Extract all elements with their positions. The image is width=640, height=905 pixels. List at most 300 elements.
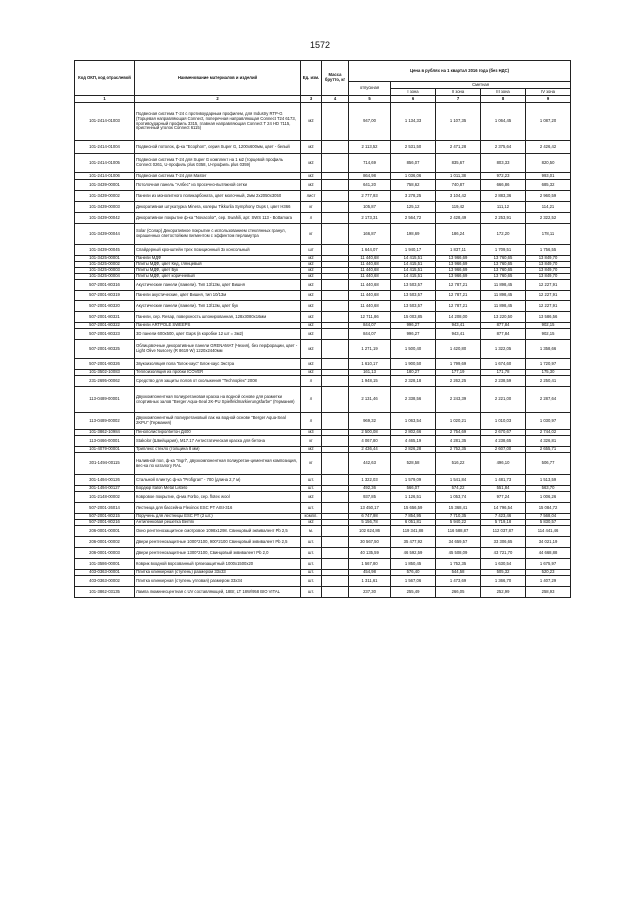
item-code: 101-3425-00001: [75, 256, 135, 262]
zone-2-price: 14 208,00: [436, 312, 481, 323]
zone-1-price: 528,58: [391, 453, 436, 475]
item-code: 206-0001-00003: [75, 548, 135, 559]
item-name: Панели, сер. Resap, поверхность шпонированная, 128х3080х16мм: [135, 312, 301, 323]
zone-1-price: 2 328,18: [391, 376, 436, 387]
table-row: [75, 475, 571, 486]
zone-1-price: 4 465,19: [391, 436, 436, 447]
release-price: 2 500,08: [349, 430, 391, 436]
item-unit: шт.: [301, 503, 322, 514]
zone-3-price: 252,99: [481, 587, 526, 598]
item-name: Звукоизоляция пола "Блок-хаус" Блок-хаус Экстра: [135, 359, 301, 370]
zone-1-price: 1 500,40: [391, 340, 436, 359]
item-unit: шт: [301, 245, 322, 256]
zone-2-price: 1 020,21: [436, 413, 481, 430]
release-price: 2 436,44: [349, 447, 391, 453]
item-unit: шт.: [301, 548, 322, 559]
release-price: 969,32: [349, 413, 391, 430]
item-unit: м2: [301, 340, 322, 359]
zone-2-price: 13 966,69: [436, 256, 481, 262]
header-estimate: Сметная: [391, 82, 571, 89]
zone-3-price: 972,23: [481, 173, 526, 180]
item-unit: м2: [301, 280, 322, 291]
item-name: Облицовочные декоративные панели GRENAMAT (Чехия), без перфорации, цвет - Light Olive Nuscery (R 8619 W) 1220х2440мм: [135, 340, 301, 359]
zone-3-price: 43 721,70: [481, 548, 526, 559]
item-code: 403-0363-00002: [75, 576, 135, 587]
zone-2-price: 2 262,25: [436, 376, 481, 387]
zone-3-price: 877,84: [481, 329, 526, 340]
item-unit: шт.: [301, 570, 322, 576]
zone-2-price: 943,41: [436, 323, 481, 329]
zone-1-price: 1 900,50: [391, 359, 436, 370]
release-price: 1 271,19: [349, 340, 391, 359]
item-code: 507-2001-80316: [75, 280, 135, 291]
item-unit: м2: [301, 370, 322, 376]
zone-3-price: 496,10: [481, 453, 526, 475]
zone-2-price: 266,05: [436, 587, 481, 598]
zone-2-price: 835,67: [436, 154, 481, 173]
release-price: 1 322,03: [349, 475, 391, 486]
item-code: 206-0001-00002: [75, 537, 135, 548]
item-name: Коврик входной ворсованный грязезащитный 1000х1500х20: [135, 559, 301, 570]
zone-1-price: 14 415,51: [391, 274, 436, 280]
item-name: Подвесная система Т-24 для Master: [135, 173, 301, 180]
release-price: 12 711,86: [349, 312, 391, 323]
zone-4-price: 13 849,70: [526, 256, 571, 262]
zone-1-price: 2 531,50: [391, 141, 436, 154]
zone-2-price: 1 837,11: [436, 245, 481, 256]
item-name: Наливной пол, ф-ка "Ingri", двухкомпонентная полиуретан-цементная композиция, вес-ка по каталогу RAL: [135, 453, 301, 475]
zone-4-price: 13 849,70: [526, 262, 571, 268]
zone-4-price: 7 568,04: [526, 514, 571, 520]
table-row: [75, 359, 571, 370]
release-price: 947,00: [349, 103, 391, 141]
zone-2-price: 574,22: [436, 486, 481, 492]
zone-3-price: 2 607,00: [481, 447, 526, 453]
header-code: Код ОКП, код отраслевой: [75, 61, 135, 96]
zone-4-price: 902,15: [526, 323, 571, 329]
item-name: Лампа люминесцентная с UV составляющей, 18Вт, LT 18W/958 BIO VITAL: [135, 587, 301, 598]
zone-1-price: 3 278,25: [391, 191, 436, 202]
item-name: Двухкомпонентный полиуретановый лак на водной основе "Berger Aqua-Seal 2KPU" (Германия): [135, 413, 301, 430]
item-mass: [322, 503, 349, 514]
release-price: 2 173,31: [349, 213, 391, 224]
release-price: 6 747,98: [349, 514, 391, 520]
zone-3-price: 11 898,45: [481, 280, 526, 291]
zone-3-price: 803,33: [481, 154, 526, 173]
header-unit: Ед. изм.: [301, 61, 322, 96]
header-name: Наименование материалов и изделий: [135, 61, 301, 96]
item-name: Декоративное покрытие ф-ка "Novacolor", сер. Swahili, арт. SWS 113 - Bottamara: [135, 213, 301, 224]
zone-3-price: 13 760,65: [481, 262, 526, 268]
item-code: 301-1494-00115: [75, 453, 135, 475]
zone-4-price: 1 720,97: [526, 359, 571, 370]
zone-4-price: 4 326,81: [526, 436, 571, 447]
item-mass: [322, 436, 349, 447]
item-mass: [322, 245, 349, 256]
release-price: 11 440,68: [349, 268, 391, 274]
zone-2-price: 1 420,80: [436, 340, 481, 359]
zone-3-price: 551,84: [481, 486, 526, 492]
zone-1-price: 996,27: [391, 323, 436, 329]
header-zone-2: II зона: [436, 89, 481, 96]
item-code: 507-2001-80322: [75, 323, 135, 329]
zone-3-price: 1 674,60: [481, 359, 526, 370]
zone-4-price: 175,30: [526, 370, 571, 376]
zone-1-price: 996,27: [391, 329, 436, 340]
item-code: 113-0489-00002: [75, 413, 135, 430]
item-code: 101-2414-01003: [75, 103, 135, 141]
zone-1-price: 1 063,54: [391, 413, 436, 430]
zone-3-price: 2 238,59: [481, 376, 526, 387]
item-unit: м2: [301, 329, 322, 340]
zone-1-price: 7 854,95: [391, 514, 436, 520]
item-name: Подвесной потолок, ф-ка "Ecophon", серия Super G, 1200х600мм, цвет - белый: [135, 141, 301, 154]
zone-3-price: 505,32: [481, 570, 526, 576]
table-row: [75, 312, 571, 323]
zone-2-price: 177,19: [436, 370, 481, 376]
item-code: 507-2001-80321: [75, 312, 135, 323]
price-table: [74, 60, 571, 598]
item-unit: м2: [301, 323, 322, 329]
item-code: 403-0363-00001: [75, 570, 135, 576]
zone-3-price: 111,12: [481, 202, 526, 213]
item-name: Stakolor (Швейцария), М17.17 Антистатическая краска для бетона: [135, 436, 301, 447]
zone-3-price: 13 760,65: [481, 256, 526, 262]
item-name: Декоративная штукатурка Minera, колеры Tikkurila Symphony Oups I, цвет H366: [135, 202, 301, 213]
release-price: 844,07: [349, 323, 391, 329]
zone-4-price: 13 586,56: [526, 312, 571, 323]
release-price: 1 311,61: [349, 576, 391, 587]
item-name: Акустические панели (ламели). Тип 13/13м, цвет Вишня: [135, 280, 301, 291]
item-code: 101-3862-03135: [75, 587, 135, 598]
zone-3-price: 2 883,36: [481, 191, 526, 202]
item-unit: м2: [301, 520, 322, 526]
zone-2-price: 119,42: [436, 202, 481, 213]
table-row: [75, 576, 571, 587]
release-price: 40 135,59: [349, 548, 391, 559]
item-name: Solar (Солар) Декоративное покрытие с использованием стеклянных гранул, окрашенных светостойким пигментом с эффектом перламутра: [135, 224, 301, 245]
zone-2-price: 516,22: [436, 453, 481, 475]
release-price: 454,98: [349, 570, 391, 576]
zone-3-price: 171,78: [481, 370, 526, 376]
item-unit: л: [301, 376, 322, 387]
item-name: Подвесная система Т-24 с противоударным профилем, для Industry RTP-G (Торцевая направляющая Connect, поперечная направляющая Connect T24 6173, противоударный профиль 3315, главная направляющая Connect T 24 HD 7115, пристенный уголок Connect 6115): [135, 103, 301, 141]
item-name: Акустические панели (ламели). Тип 13/13м, цвет бук: [135, 301, 301, 312]
zone-2-price: 12 787,21: [436, 291, 481, 301]
zone-1-price: 2 564,72: [391, 213, 436, 224]
item-mass: [322, 387, 349, 413]
item-unit: м2: [301, 141, 322, 154]
zone-4-price: 993,01: [526, 173, 571, 180]
zone-3-price: 33 306,65: [481, 537, 526, 548]
zone-3-price: 13 760,65: [481, 274, 526, 280]
zone-4-price: 1 407,29: [526, 576, 571, 587]
item-code: 507-2001-80323: [75, 329, 135, 340]
table-row: [75, 245, 571, 256]
item-code: 101-3439-00001: [75, 180, 135, 191]
zone-1-price: 856,07: [391, 154, 436, 173]
zone-4-price: 13 849,70: [526, 274, 571, 280]
zone-3-price: 1 322,05: [481, 340, 526, 359]
zone-1-price: 35 477,92: [391, 537, 436, 548]
zone-1-price: 180,27: [391, 370, 436, 376]
zone-3-price: 11 898,45: [481, 301, 526, 312]
zone-1-price: 125,12: [391, 202, 436, 213]
column-number: 3: [301, 96, 322, 103]
item-code: 101-3439-00045: [75, 245, 135, 256]
release-price: 11 440,68: [349, 262, 391, 268]
release-price: 864,98: [349, 173, 391, 180]
item-name: Ковровое покрытие, ф-ма Forbo, сер. flotex wool: [135, 492, 301, 503]
zone-4-price: 15 084,72: [526, 503, 571, 514]
item-name: Бордюр Italon Metal Listelo: [135, 486, 301, 492]
zone-2-price: 1 752,35: [436, 559, 481, 570]
release-price: 102 624,86: [349, 526, 391, 537]
item-name: Окно рентгенозащитное смотровое 1098х1298. Свинцовый эквивалент Pb 2,5: [135, 526, 301, 537]
zone-1-price: 255,49: [391, 587, 436, 598]
zone-1-price: 758,62: [391, 180, 436, 191]
zone-4-price: 506,77: [526, 453, 571, 475]
zone-4-price: 114,21: [526, 202, 571, 213]
release-price: 166,87: [349, 224, 391, 245]
zone-1-price: 1 134,33: [391, 103, 436, 141]
header-zone-1: I зона: [391, 89, 436, 96]
zone-2-price: 1 011,38: [436, 173, 481, 180]
zone-1-price: 1 567,06: [391, 576, 436, 587]
zone-1-price: 14 415,51: [391, 256, 436, 262]
item-unit: кг: [301, 202, 322, 213]
release-price: 11 440,68: [349, 274, 391, 280]
zone-3-price: 1 010,03: [481, 413, 526, 430]
zone-4-price: 2 655,71: [526, 447, 571, 453]
zone-1-price: 198,69: [391, 224, 436, 245]
release-price: 13 450,17: [349, 503, 391, 514]
item-name: Антипенковая решетка Berrini: [135, 520, 301, 526]
table-row: [75, 191, 571, 202]
item-mass: [322, 548, 349, 559]
release-price: 4 067,80: [349, 436, 391, 447]
page-number: 1572: [309, 40, 331, 50]
item-mass: [322, 301, 349, 312]
table-row: [75, 280, 571, 291]
table-row: [75, 213, 571, 224]
item-mass: [322, 475, 349, 486]
zone-3-price: 1 709,51: [481, 245, 526, 256]
item-name: Средство для защиты полов от скольжения "Technoplex" 2008: [135, 376, 301, 387]
zone-2-price: 13 966,69: [436, 274, 481, 280]
release-price: 1 610,17: [349, 359, 391, 370]
item-unit: л: [301, 413, 322, 430]
item-mass: [322, 492, 349, 503]
zone-4-price: 1 030,97: [526, 413, 571, 430]
zone-3-price: 2 670,67: [481, 430, 526, 436]
zone-2-price: 740,87: [436, 180, 481, 191]
item-code: 101-3586-00001: [75, 559, 135, 570]
column-number: 5: [349, 96, 391, 103]
zone-2-price: 1 473,69: [436, 576, 481, 587]
item-code: 301-1494-00126: [75, 475, 135, 486]
zone-2-price: 1 107,35: [436, 103, 481, 141]
item-code: 101-3439-00003: [75, 202, 135, 213]
table-row: [75, 329, 571, 340]
item-unit: шт.: [301, 475, 322, 486]
zone-2-price: 186,24: [436, 224, 481, 245]
zone-4-price: 820,50: [526, 154, 571, 173]
item-code: 101-4079-00001: [75, 447, 135, 453]
zone-4-price: 12 227,91: [526, 280, 571, 291]
zone-1-price: 566,07: [391, 486, 436, 492]
table-row: [75, 503, 571, 514]
item-unit: м2: [301, 291, 322, 301]
zone-4-price: 44 668,88: [526, 548, 571, 559]
zone-4-price: 2 250,41: [526, 376, 571, 387]
item-code: 301-1494-00127: [75, 486, 135, 492]
item-unit: шт.: [301, 576, 322, 587]
table-row: [75, 413, 571, 430]
zone-1-price: 119 341,88: [391, 526, 436, 537]
item-name: Плиты МДФ, цвет Кед, глянцевый: [135, 262, 301, 268]
zone-3-price: 112 037,87: [481, 526, 526, 537]
zone-2-price: 2 471,28: [436, 141, 481, 154]
zone-3-price: 2 221,00: [481, 387, 526, 413]
item-mass: [322, 413, 349, 430]
zone-2-price: 3 104,42: [436, 191, 481, 202]
zone-1-price: 576,40: [391, 570, 436, 576]
release-price: 492,36: [349, 486, 391, 492]
zone-4-price: 114 441,46: [526, 526, 571, 537]
item-mass: [322, 559, 349, 570]
item-name: Подвесная система Т-24 для Super G комплект на 1 м2 (торцевой профиль Connect 0261, U-профиль plus 0358, U-профиль plus 0359): [135, 154, 301, 173]
item-code: 113-0466-00001: [75, 436, 135, 447]
item-mass: [322, 329, 349, 340]
zone-3-price: 13 760,65: [481, 268, 526, 274]
item-mass: [322, 453, 349, 475]
item-name: Панели МДФ: [135, 256, 301, 262]
zone-1-price: 1 579,09: [391, 475, 436, 486]
zone-3-price: 1 366,70: [481, 576, 526, 587]
zone-1-price: 1 940,17: [391, 245, 436, 256]
item-unit: компл.: [301, 514, 322, 520]
zone-1-price: 2 338,56: [391, 387, 436, 413]
zone-3-price: 14 796,54: [481, 503, 526, 514]
zone-4-price: 685,32: [526, 180, 571, 191]
zone-1-price: 2 826,28: [391, 447, 436, 453]
item-name: Лестница для бассейна Flexinox ESC PT AISI-316: [135, 503, 301, 514]
zone-2-price: 1 799,69: [436, 359, 481, 370]
item-mass: [322, 537, 349, 548]
release-price: 2 131,46: [349, 387, 391, 413]
release-price: 1 948,15: [349, 376, 391, 387]
item-code: 507-2001-80216: [75, 520, 135, 526]
item-code: 101-3425-00002: [75, 262, 135, 268]
zone-4-price: 1 358,66: [526, 340, 571, 359]
zone-4-price: 2 960,59: [526, 191, 571, 202]
table-row: [75, 376, 571, 387]
item-code: 101-2414-01006: [75, 173, 135, 180]
table-row: [75, 387, 571, 413]
release-price: 11 440,68: [349, 256, 391, 262]
release-price: 5 156,78: [349, 520, 391, 526]
release-price: 937,85: [349, 492, 391, 503]
release-price: 30 567,50: [349, 537, 391, 548]
table-row: [75, 559, 571, 570]
table-row: [75, 587, 571, 598]
item-unit: шт.: [301, 587, 322, 598]
zone-3-price: 5 719,18: [481, 520, 526, 526]
table-row: [75, 173, 571, 180]
zone-2-price: 12 787,21: [436, 301, 481, 312]
zone-1-price: 1 036,06: [391, 173, 436, 180]
item-name: Двери рентгенозащитные 1300*2100, Свинцовый эквивалент Pb 2,0: [135, 548, 301, 559]
zone-2-price: 12 787,21: [436, 280, 481, 291]
item-code: 101-3502-10083: [75, 370, 135, 376]
table-row: [75, 154, 571, 173]
item-unit: кг: [301, 453, 322, 475]
zone-3-price: 4 238,65: [481, 436, 526, 447]
zone-3-price: 11 898,45: [481, 291, 526, 301]
zone-4-price: 2 322,52: [526, 213, 571, 224]
column-number: 8: [481, 96, 526, 103]
column-number-row: [75, 96, 571, 103]
item-mass: [322, 202, 349, 213]
zone-3-price: 13 220,50: [481, 312, 526, 323]
item-mass: [322, 576, 349, 587]
zone-4-price: 258,93: [526, 587, 571, 598]
table-row: [75, 224, 571, 245]
item-code: 507-2001-80319: [75, 291, 135, 301]
zone-4-price: 2 744,02: [526, 430, 571, 436]
table-row: [75, 301, 571, 312]
release-price: 105,87: [349, 202, 391, 213]
zone-3-price: 2 253,91: [481, 213, 526, 224]
item-name: Спайдерный кронштейн трех позиционный 3х консольный: [135, 245, 301, 256]
item-code: 507-2001-80326: [75, 359, 135, 370]
item-name: Стальной плинтус ф-ка "Profigran" - 700 (длина 2,7 м): [135, 475, 301, 486]
item-mass: [322, 154, 349, 173]
item-mass: [322, 141, 349, 154]
column-number: 9: [526, 96, 571, 103]
zone-3-price: 2 375,64: [481, 141, 526, 154]
zone-1-price: 13 503,57: [391, 291, 436, 301]
item-code: 507-2001-80320: [75, 301, 135, 312]
release-price: 11 440,68: [349, 301, 391, 312]
item-mass: [322, 587, 349, 598]
item-mass: [322, 180, 349, 191]
zone-2-price: 544,58: [436, 570, 481, 576]
zone-1-price: 13 503,57: [391, 301, 436, 312]
zone-3-price: 172,20: [481, 224, 526, 245]
table-row: [75, 537, 571, 548]
table-row: [75, 180, 571, 191]
item-name: Потолочная панель "Албес" из просечно-вытяжной сетки: [135, 180, 301, 191]
release-price: 161,13: [349, 370, 391, 376]
item-unit: шт.: [301, 537, 322, 548]
table-row: [75, 141, 571, 154]
item-name: Теплоизоляция из пробки ICOVER: [135, 370, 301, 376]
item-code: 507-2001-80215: [75, 514, 135, 520]
item-mass: [322, 291, 349, 301]
item-unit: м2: [301, 256, 322, 262]
zone-4-price: 1 006,26: [526, 492, 571, 503]
zone-1-price: 2 802,66: [391, 430, 436, 436]
item-mass: [322, 224, 349, 245]
zone-1-price: 14 415,51: [391, 268, 436, 274]
item-mass: [322, 340, 349, 359]
release-price: 1 567,80: [349, 559, 391, 570]
zone-4-price: 1 756,55: [526, 245, 571, 256]
zone-3-price: 666,86: [481, 180, 526, 191]
zone-2-price: 2 752,35: [436, 447, 481, 453]
